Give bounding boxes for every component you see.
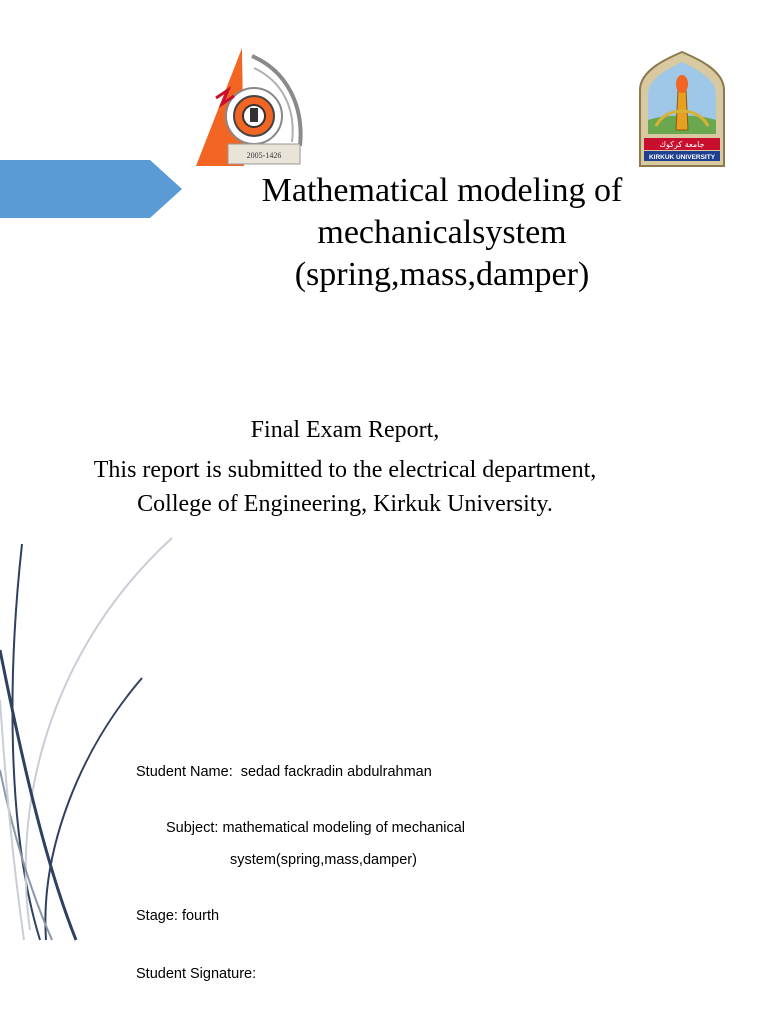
title-line-1: Mathematical modeling of <box>261 172 623 209</box>
title-line-3: (spring,mass,damper) <box>294 256 590 293</box>
signature-label: Student Signature: <box>136 966 257 982</box>
student-name-label: Student Name: <box>136 764 233 780</box>
submission-line-2: College of Engineering, Kirkuk University. <box>137 491 553 517</box>
logo-year-text: 2005-1426 <box>246 151 282 160</box>
university-logo <box>638 50 726 168</box>
logo-university-text: KIRKUK UNIVERSITY <box>648 154 716 161</box>
student-name-row <box>136 762 432 782</box>
logo-arabic-text: جامعة كركوك <box>659 140 705 149</box>
title-line-2: mechanicalsystem <box>317 214 567 251</box>
student-name-value: sedad fackradin abdulrahman <box>240 764 432 780</box>
signature-row <box>136 964 256 984</box>
subject-value-continued: system(spring,mass,damper) <box>230 852 417 868</box>
subject-label: Subject: <box>166 820 219 836</box>
submission-line-1: This report is submitted to the electrical department, <box>93 457 597 483</box>
report-type: Final Exam Report, <box>250 417 440 443</box>
arrow-banner <box>0 160 182 218</box>
stage-value: fourth <box>181 908 220 924</box>
college-logo <box>192 46 308 168</box>
subject-value: mathematical modeling of mechanical <box>222 820 466 836</box>
subject-row <box>166 818 465 838</box>
stage-row <box>136 906 219 926</box>
stage-label: Stage: <box>136 908 178 924</box>
